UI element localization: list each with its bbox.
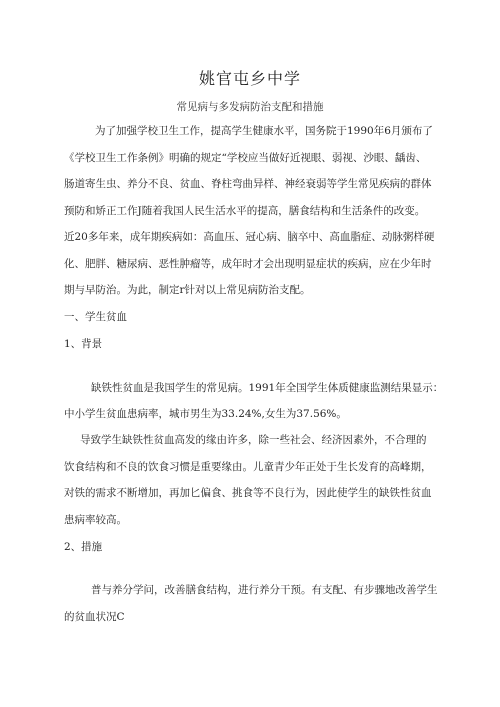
subsection-heading-measures: 2、措施 bbox=[64, 541, 103, 553]
paragraph4-line-1: 普与养分学问，改善膳食结构，进行养分干预。有支配、有步骤地改善学生 bbox=[91, 584, 438, 596]
intro-line-4: 预防和矫正工作J随着我国人民生活水平的提高，膳食结构和生活条件的改变。 bbox=[64, 205, 426, 217]
paragraph3-line-3: 对铁的需求不断增加，再加匕偏食、挑食等不良行为，因此使学生的缺铁性贫血 bbox=[64, 487, 432, 499]
document-title: 姚官屯乡中学 bbox=[198, 69, 301, 88]
paragraph2-line-1: 缺铁性贫血是我国学生的常见病。1991年全国学生体质健康监测结果显示： bbox=[91, 382, 444, 394]
paragraph3-line-1: 导致学生缺铁性贫血高发的缘由许多，除一些社会、经济因素外，不合理的 bbox=[80, 434, 427, 446]
paragraph2-line-2: 中小学生贫血患病率，城市男生为33.24%,女生为37.56%。 bbox=[64, 408, 347, 420]
paragraph4-line-2: 的贫血状况C bbox=[64, 611, 125, 623]
section-heading-anemia: 一、学生贫血 bbox=[64, 311, 127, 323]
intro-line-1: 为了加强学校卫生工作，提高学生健康水平，国务院于1990年6月颁布了 bbox=[95, 125, 433, 137]
intro-line-5: 近20多年来，成年期疾病如：高血压、冠心病、脑卒中、高血脂症、动脉粥样硬 bbox=[64, 231, 435, 243]
paragraph3-line-4: 患病率较高。 bbox=[64, 514, 127, 526]
intro-line-6: 化、肥胖、糖尿病、恶性肿瘤等，成年时才会出现明显症状的疾病，应在少年时 bbox=[64, 258, 432, 270]
intro-line-2: 《学校卫生工作条例》明确的规定“学校应当做好近视眼、弱视、沙眼、龋齿、 bbox=[64, 152, 427, 164]
paragraph3-line-2: 饮食结构和不良的饮食习惯是重要缘由。儿童青少年正处于生长发育的高峰期， bbox=[64, 461, 432, 473]
intro-line-3: 肠道寄生虫、养分不良、贫血、脊柱弯曲异样、神经衰弱等学生常见疾病的群体 bbox=[64, 178, 432, 190]
document-subtitle: 常见病与多发病防治支配和措施 bbox=[176, 101, 324, 113]
subsection-heading-background: 1、背景 bbox=[64, 338, 103, 350]
intro-line-7: 期与早防治。为此，制定r针对以上常见病防治支配。 bbox=[64, 284, 311, 296]
